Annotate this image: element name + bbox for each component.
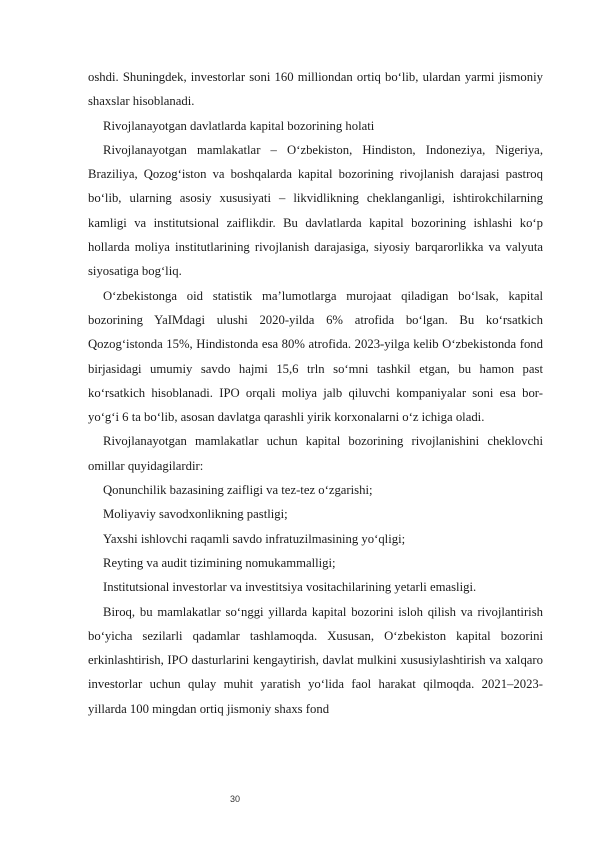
list-item: Institutsional investorlar va investitsiya vositachilarining yetarli emasligi. bbox=[103, 580, 477, 595]
list-item: Qonunchilik bazasining zaifligi va tez-tez o‘zgarishi; bbox=[103, 483, 373, 498]
list-item: Yaxshi ishlovchi raqamli savdo infratuzilmasining yo‘qligi; bbox=[103, 531, 406, 546]
list-item: Reyting va audit tizimining nomukammalligi; bbox=[103, 555, 336, 570]
paragraph-uzbekistan-statistics: O‘zbekistonga oid statistik ma’lumotlarga murojaat qiladigan bo‘lsak, kapital bozorining YaIMdagi ulushi 2020-yilda 6% atrofida bo‘lgan. Bu ko‘rsatkich Qozog‘istonda 15%, Hindistonda esa 80% atrofida. 2023-yilga kelib O‘zbekistonda fond birjasidagi umumiy savdo hajmi 15,6 trln so‘mni tashkil etgan, bu hamon past ko‘rsatkich hisoblanadi. IPO orqali moliya jalb qiluvchi kompaniyalar soni esa bor-yo‘g‘i 6 ta bo‘lib, asosan davlatga qarashli yirik korxonalarni o‘z ichiga oladi. bbox=[88, 288, 543, 425]
limiting-factors-list bbox=[88, 478, 543, 599]
list-item: Moliyaviy savodxonlikning pastligi; bbox=[103, 507, 288, 522]
paragraph-developing-markets: Rivojlanayotgan mamlakatlar – O‘zbekiston, Hindiston, Indoneziya, Nigeriya, Braziliya, Qozog‘iston va boshqalarda kapital bozorining rivojlanish darajasi pastroq bo‘lib, ularning asosiy xususiyati – likvidlikning cheklanganligi, ishtirokchilarning kamligi va institutsional zaiflikdir. Bu davlatlarda kapital bozorining ishlashi ko‘p hollarda moliya institutlarining rivojlanish darajasiga, siyosiy barqarorlikka va valyuta siyosatiga bog‘liq. bbox=[88, 142, 543, 279]
paragraph-reforms: Biroq, bu mamlakatlar so‘nggi yillarda kapital bozorini isloh qilish va rivojlantirish bo‘yicha sezilarli qadamlar tashlamoqda. Xususan, O‘zbekiston kapital bozorini erkinlashtirish, IPO dasturlarini kengaytirish, davlat mulkini xususiylashtirish va xalqaro investorlar uchun qulay muhit yaratish yo‘lida faol harakat qilmoqda. 2021–2023-yillarda 100 mingdan ortiq jismoniy shaxs fond bbox=[88, 604, 543, 716]
paragraph-limiting-factors-intro: Rivojlanayotgan mamlakatlar uchun kapital bozorining rivojlanishini cheklovchi omillar quyidagilardir: bbox=[88, 434, 543, 473]
paragraph-continuation: oshdi. Shuningdek, investorlar soni 160 milliondan ortiq bo‘lib, ulardan yarmi jismoniy shaxslar hisoblanadi. bbox=[88, 70, 543, 109]
section-heading: Rivojlanayotgan davlatlarda kapital bozorining holati bbox=[103, 118, 375, 133]
page-number: 30 bbox=[230, 794, 241, 804]
document-page bbox=[88, 65, 543, 721]
